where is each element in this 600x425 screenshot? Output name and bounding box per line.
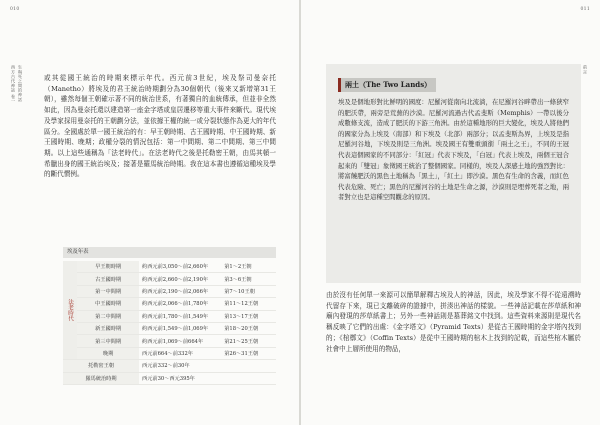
running-head-series: 西方古代神話 卷一 (11, 65, 16, 104)
sidebar-box-title: 兩土（The Two Lands） (338, 78, 436, 92)
table-cell-range: 約西元前2,066～前1,780年 (142, 301, 209, 308)
left-page (0, 0, 299, 425)
table-group-label: 法老時代 (63, 261, 77, 360)
table-cell-range: 約西元前3,050～前2,660年 (142, 264, 209, 271)
table-cell-period: 第一中間期 (77, 285, 139, 297)
table-cell-dynasty: 第21～25王朝 (224, 338, 259, 345)
body-paragraph: 或其從國王統治的時期來標示年代。西元前3世紀，埃及祭司曼奈托（Manetho）將埃及的君王統治時期劃分為30個朝代（後來又新增第31王朝），雖然每個王朝確示著不同的統治世系，有著獨自的血統傳承，但並非全然如此，因為曼奈托還以建造第一座金字塔或皇居遷移等重大事件來斷代。現代埃及學家採用曼奈托的王朝劃分法，並依據王權的統一或分裂狀態作為更大的年代區分。全國處於單一國王統治的有：早王朝時期、古王國時期、中王國時期、新王國時期、晚期；政權分裂的情況包括：第一中間期、第二中間期、第三中間期。以上這些通稱為「法老時代」。在法老時代之後是托勒密王朝，由馬其頓一希臘出身的國王統治埃及；接著是羅馬統治時期。我在這本書也遵循這種埃及學的斷代慣例。 (44, 74, 276, 179)
table-title: 埃及年表 (63, 247, 276, 258)
table-cell-range: 約西元前1,069～前664年 (142, 338, 204, 345)
table-cell-dynasty: 第26～31王朝 (224, 350, 259, 357)
table-cell-period: 晚期 (77, 347, 139, 359)
table-row (63, 261, 276, 273)
table-cell-dynasty: 第7～10王朝 (224, 288, 255, 295)
table-row (63, 360, 276, 372)
table-row (63, 372, 276, 384)
table-row (63, 322, 276, 334)
table-cell-period: 第二中間期 (77, 310, 139, 322)
page-number: 011 (580, 7, 590, 12)
sidebar-box (326, 64, 581, 283)
running-head: 前言 (583, 65, 588, 75)
table-cell-dynasty: 第13～17王朝 (224, 313, 259, 320)
table-row (63, 285, 276, 297)
table-cell-range: 西元前332～前30年 (142, 363, 190, 370)
table-cell-dynasty (221, 360, 276, 372)
table-cell-period: 托勒密王朝 (63, 360, 139, 372)
table-row (63, 298, 276, 310)
table-cell-range: 約西元前2,660～前2,190年 (142, 276, 209, 283)
table-cell-dynasty: 第3～6王朝 (224, 276, 252, 283)
table-cell-period: 第三中間期 (77, 335, 139, 347)
table-cell-range: 約西元前2,190～前2,066年 (142, 288, 209, 295)
table-row (63, 347, 276, 359)
table-cell-dynasty: 第1～2王朝 (224, 264, 252, 271)
table-cell-dynasty (221, 372, 276, 384)
table-row (63, 310, 276, 322)
table-row (63, 335, 276, 347)
table-cell-period: 羅馬統治時期 (63, 372, 139, 384)
table-cell-range: 約西元前1,780～前1,549年 (142, 313, 209, 320)
chronology-table (63, 261, 276, 385)
table-cell-dynasty: 第18～20王朝 (224, 326, 259, 333)
table-cell-period: 古王國時期 (77, 273, 139, 285)
sidebar-box-text: 埃及是個地形對比鮮明的國度：尼羅河從南向北流淌，在尼羅河谷畔帶出一條狹窄的肥沃帶，兩旁是荒蕪的沙漠。尼羅河流過古代孟斐斯（Memphis）一帶以後分成數條支流，造成了肥沃的下游三角洲。由於這種地形的巨大變化，埃及人將他們的國家分為上埃及（南部）和下埃及（北部）兩部分；以孟斐斯為界，上埃及是指尼羅河谷地，下埃及則是三角洲。埃及國王有雙重頭銜「兩土之王」，不同的王冠代表這個國家的不同部分：「紅冠」代表下埃及，「白冠」代表上埃及，兩個王冠合起來的「雙冠」象徵國王統治了整個國家。同樣的，埃及人深感土地的強烈對比：將富饒肥沃的黑色土地稱為「黑土」，「紅土」即沙漠。黑色有生命的含義，而紅色代表危險、死亡；黑色的尼羅河谷的土地是生命之源，沙漠則是埋葬死者之地，兩者對立也是這種空間觀念的原因。 (338, 98, 569, 202)
table-cell-period: 早王朝時期 (77, 261, 139, 273)
running-head-title: 生與死之間的神話 (18, 65, 23, 102)
page-number: 010 (10, 7, 20, 12)
table-cell-range: 西元前30～西元395年 (142, 375, 195, 382)
table-cell-period: 新王國時期 (77, 322, 139, 334)
body-paragraph: 由於沒有任何單一來源可以簡單解釋古埃及人的神話，因此，埃及學家不得不從遠溯時代留存下來，現已支離破碎的證據中，拼湊出神話的樣貌。一些神話記載在莎草紙和神廟內發現的莎草紙書上；另外一些神話則是墓葬銘文中找到。這些資料來源則是現代名稱反映了它們的出處：《金字塔文》（Pyramid Texts）是從古王國時期的金字塔內找到的；《棺槨文》（Coffin Texts）是從中王國時期的棺木上找到的記載，而這些棺木屬於社會中上層所使用的物品， (326, 291, 581, 353)
table-cell-dynasty: 第11～12王朝 (224, 301, 259, 308)
table-cell-range: 西元前664～前332年 (142, 350, 193, 357)
table-cell-period: 中王國時期 (77, 298, 139, 310)
table-row (63, 273, 276, 285)
right-page (301, 0, 600, 425)
table-cell-range: 約西元前1,549～前1,069年 (142, 326, 209, 333)
